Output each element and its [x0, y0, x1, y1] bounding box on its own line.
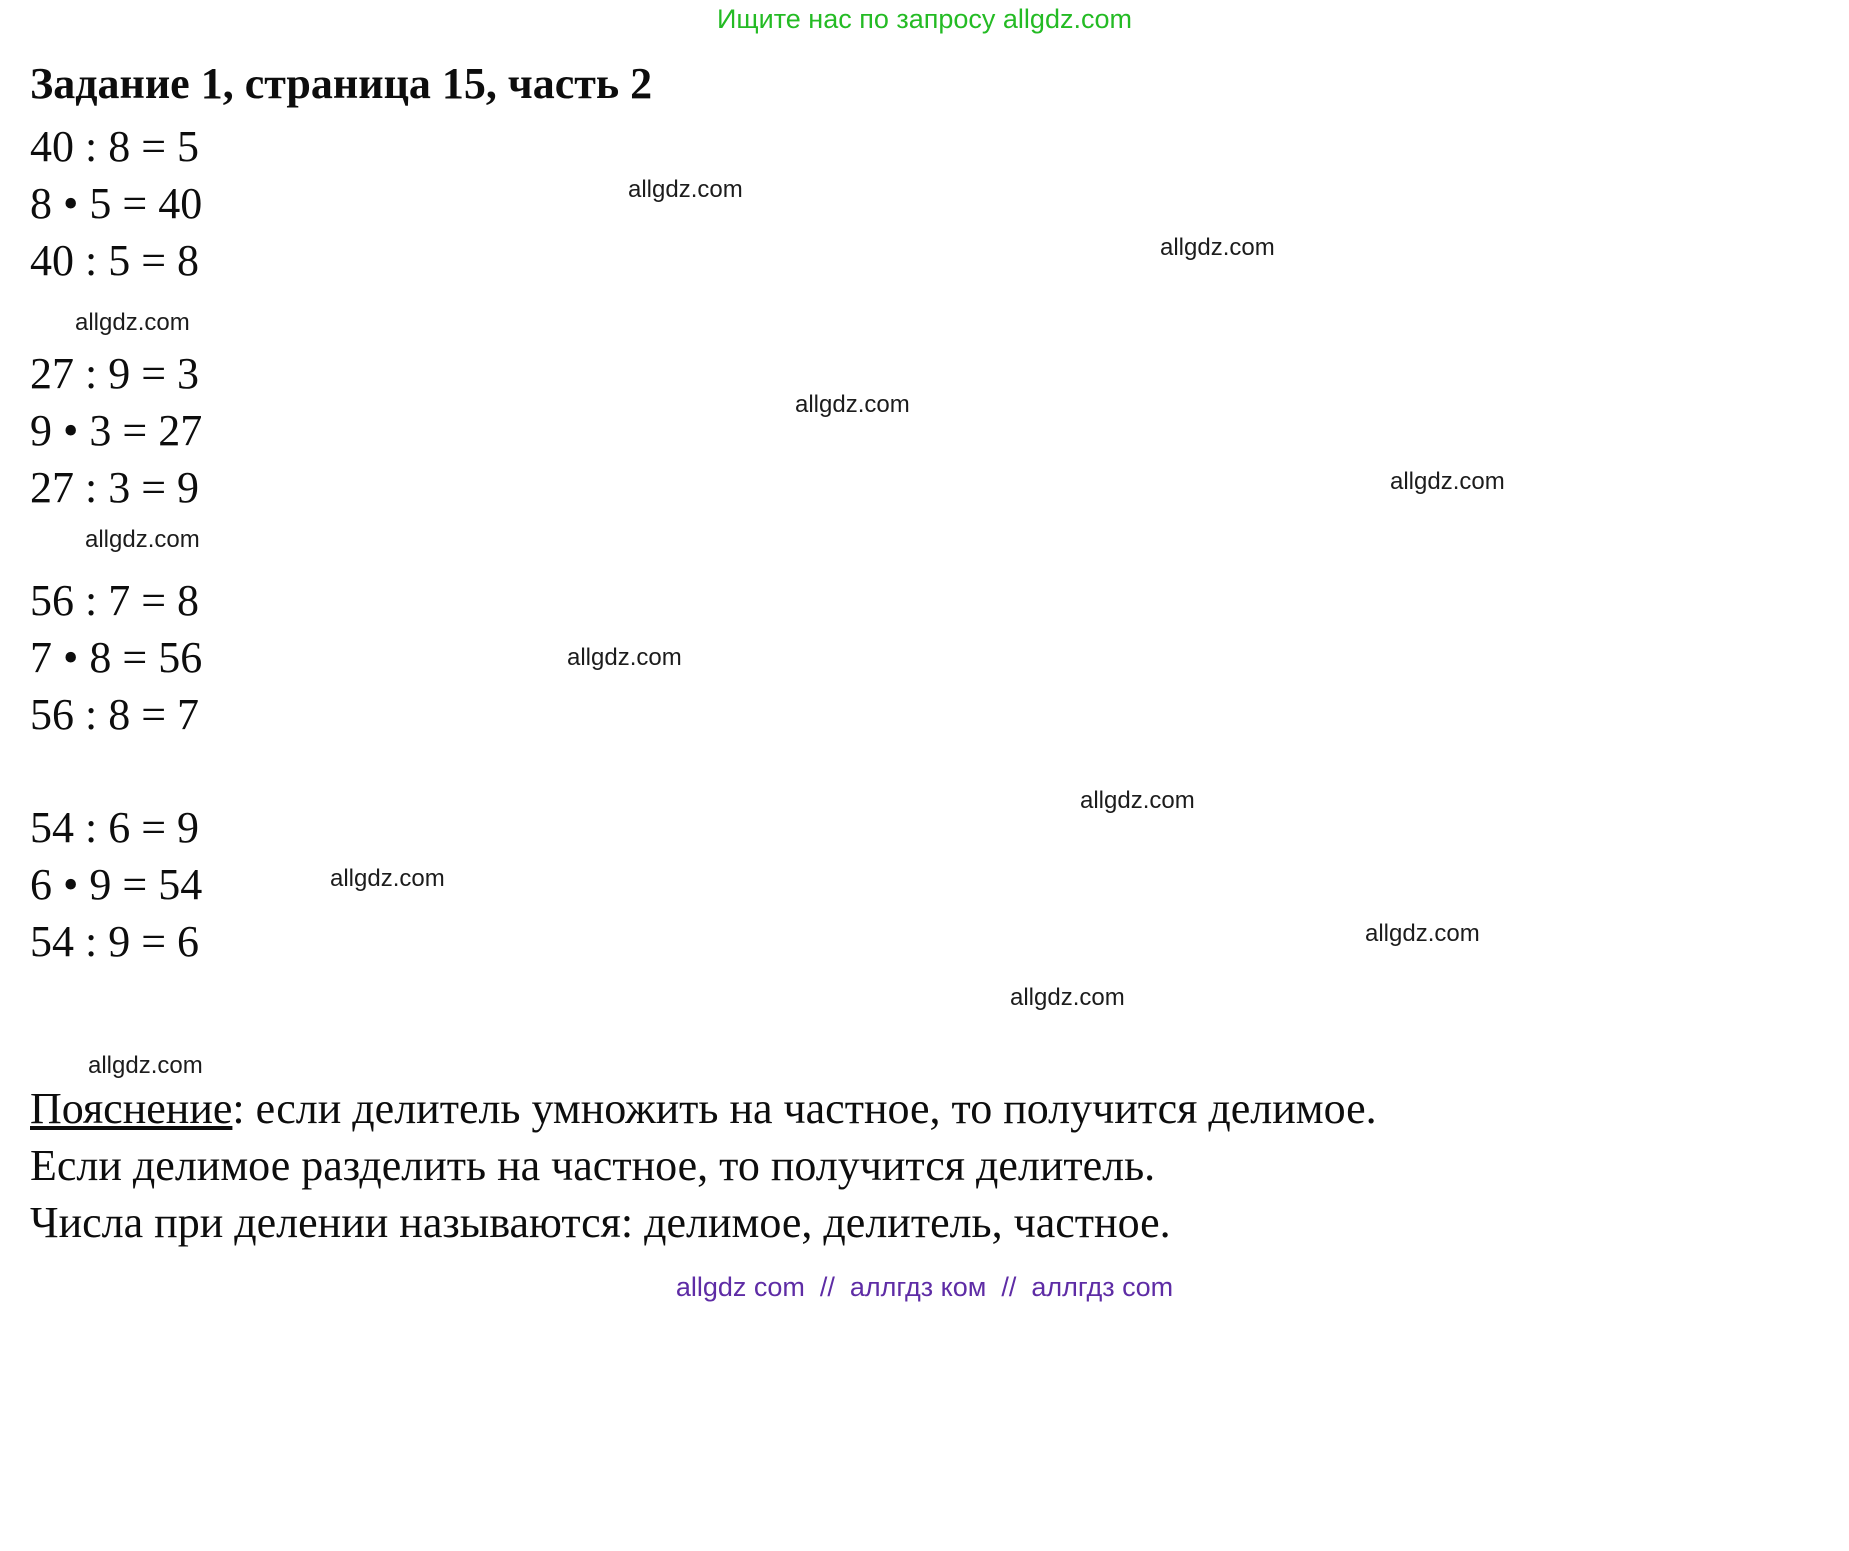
- equation-line: 56 : 7 = 8: [30, 576, 200, 625]
- watermark: allgdz.com: [567, 644, 682, 671]
- equation-group-3: [30, 572, 202, 743]
- explanation-label: Пояснение: [30, 1084, 233, 1133]
- equation-line: 9 • 3 = 27: [30, 406, 203, 455]
- equation-line: 40 : 8 = 5: [30, 122, 200, 171]
- equation-line: 40 : 5 = 8: [30, 236, 200, 285]
- explanation-line2: Если делимое разделить на частное, то получится делитель.: [30, 1141, 1156, 1190]
- watermark: allgdz.com: [88, 1052, 203, 1079]
- equation-line: 54 : 9 = 6: [30, 917, 200, 966]
- equation-group-1: [30, 118, 202, 289]
- site-promo-header: Ищите нас по запросу allgdz.com: [717, 4, 1132, 34]
- explanation-line3: Числа при делении называются: делимое, делитель, частное.: [30, 1198, 1171, 1247]
- watermark: allgdz.com: [85, 526, 200, 553]
- equation-line: 54 : 6 = 9: [30, 803, 200, 852]
- watermark: allgdz.com: [1365, 920, 1480, 947]
- watermark: allgdz.com: [75, 309, 190, 336]
- watermark: allgdz.com: [330, 865, 445, 892]
- watermark: allgdz.com: [1010, 984, 1125, 1011]
- equation-line: 27 : 9 = 3: [30, 349, 200, 398]
- equation-line: 56 : 8 = 7: [30, 690, 200, 739]
- equation-line: 8 • 5 = 40: [30, 179, 203, 228]
- watermark: allgdz.com: [1390, 468, 1505, 495]
- explanation-line1: : если делитель умножить на частное, то получится делимое.: [232, 1084, 1377, 1133]
- equation-line: 7 • 8 = 56: [30, 633, 203, 682]
- watermark: allgdz.com: [628, 176, 743, 203]
- equation-group-4: [30, 799, 202, 970]
- site-footer: allgdz com // аллгдз ком // аллгдз com: [675, 1272, 1174, 1302]
- explanation-block: [30, 1080, 1590, 1251]
- watermark: allgdz.com: [1160, 234, 1275, 261]
- watermark: allgdz.com: [1080, 787, 1195, 814]
- equations-block: [30, 118, 202, 1026]
- equation-line: 27 : 3 = 9: [30, 463, 200, 512]
- watermark: allgdz.com: [795, 391, 910, 418]
- page-title: Задание 1, страница 15, часть 2: [30, 59, 653, 108]
- equation-group-2: [30, 345, 202, 516]
- equation-line: 6 • 9 = 54: [30, 860, 203, 909]
